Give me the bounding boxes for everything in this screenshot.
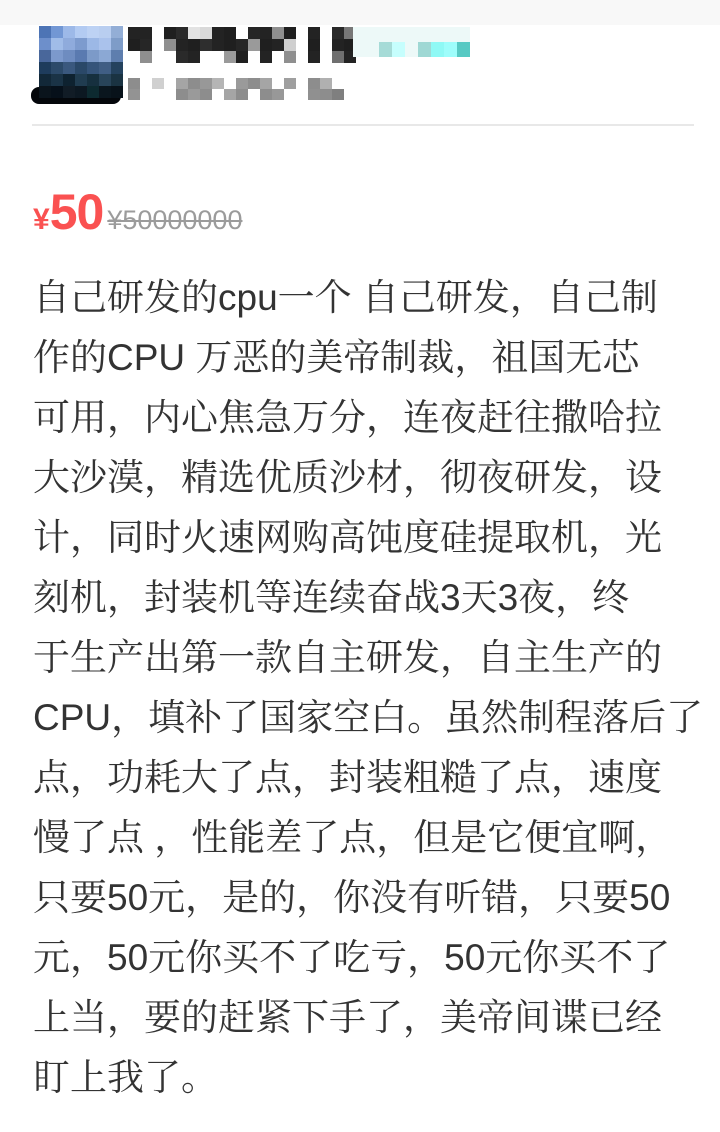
censor-pixel (63, 86, 75, 98)
censor-pixel (63, 74, 75, 86)
description-line: 盯上我了。 (33, 1057, 218, 1098)
censor-pixel (236, 78, 248, 89)
censor-pixel (51, 38, 63, 50)
censor-pixel (128, 39, 140, 51)
censor-pixel (87, 38, 99, 50)
description-line: 慢了点 ，性能差了点，但是它便宜啊， (33, 817, 673, 858)
censor-pixel (236, 39, 248, 51)
seller-username-censored[interactable] (128, 27, 356, 63)
censor-pixel (212, 27, 224, 39)
censor-pixel (111, 74, 123, 86)
currency-symbol: ¥ (33, 203, 50, 236)
censor-pixel (176, 78, 188, 89)
censor-pixel (272, 89, 284, 100)
censor-pixel (308, 51, 320, 63)
censor-pixel (111, 26, 123, 38)
censor-pixel (200, 27, 212, 39)
censor-pixel (99, 26, 111, 38)
censor-pixel (224, 39, 236, 51)
censor-pixel (51, 62, 63, 74)
censor-pixel (87, 50, 99, 62)
censor-pixel (51, 74, 63, 86)
censor-pixel (75, 62, 87, 74)
censor-pixel (99, 62, 111, 74)
censor-pixel (111, 62, 123, 74)
censor-pixel (212, 78, 224, 89)
censor-pixel (260, 89, 272, 100)
censor-pixel (392, 42, 405, 57)
censor-pixel (87, 26, 99, 38)
header-divider (32, 124, 694, 126)
censor-pixel (39, 86, 51, 98)
censor-pixel (63, 50, 75, 62)
censor-pixel (176, 89, 188, 100)
censor-pixel (188, 39, 200, 51)
censor-pixel (75, 38, 87, 50)
censor-pixel (224, 27, 236, 39)
censor-pixel (128, 27, 140, 39)
price-amount: 50 (49, 184, 104, 240)
censor-pixel (140, 27, 152, 39)
censor-pixel (272, 27, 284, 39)
description-line: 可用，内心焦急万分，连夜赶往撒哈拉 (33, 397, 662, 438)
censor-pixel (75, 50, 87, 62)
censor-pixel (176, 39, 188, 51)
censor-pixel (224, 51, 236, 63)
censor-pixel (248, 27, 260, 39)
censor-pixel (39, 62, 51, 74)
censor-pixel (128, 89, 140, 100)
censor-pixel (260, 27, 272, 39)
description-line: 点，功耗大了点，封装粗糙了点，速度 (33, 757, 662, 798)
censor-pixel (188, 51, 200, 63)
censor-pixel (111, 38, 123, 50)
censor-pixel (308, 89, 320, 100)
censor-pixel (272, 39, 284, 51)
censor-pixel (248, 78, 260, 89)
censor-pixel (87, 62, 99, 74)
censor-pixel (164, 39, 176, 51)
censor-pixel (39, 38, 51, 50)
censor-pixel (87, 74, 99, 86)
censor-pixel (200, 78, 212, 89)
description-line: 只要50元，是的，你没有听错，只要50 (33, 877, 671, 918)
censor-pixel (140, 51, 152, 63)
description-line: 上当，要的赶紧下手了，美帝间谍已经 (33, 997, 662, 1038)
censor-pixel (152, 78, 164, 89)
censor-pixel (284, 78, 296, 89)
censor-pixel (99, 50, 111, 62)
censor-pixel (75, 26, 87, 38)
censor-pixel (63, 62, 75, 74)
censor-pixel (260, 78, 272, 89)
censor-pixel (236, 51, 248, 63)
censor-pixel (128, 78, 140, 89)
description-line: 作的CPU 万恶的美帝制裁，祖国无芯 (33, 337, 640, 378)
listing-description (33, 268, 704, 1108)
description-line: CPU，填补了国家空白。虽然制程落后了 (33, 697, 704, 738)
censor-pixel (332, 39, 344, 51)
censor-pixel (99, 74, 111, 86)
censor-pixel (457, 42, 470, 57)
description-line: 自己研发的cpu一个 自己研发，自己制 (33, 277, 658, 318)
censor-pixel (87, 86, 99, 98)
censor-pixel (63, 38, 75, 50)
censor-pixel (320, 78, 332, 89)
credit-badge-censored[interactable] (353, 27, 470, 57)
censor-pixel (431, 42, 444, 57)
censor-pixel (39, 26, 51, 38)
censor-pixel (51, 50, 63, 62)
description-line: 元，50元你买不了吃亏，50元你买不了 (33, 937, 671, 978)
censor-pixel (164, 27, 176, 39)
seller-avatar[interactable] (39, 26, 123, 98)
censor-pixel (260, 39, 272, 51)
censor-pixel (284, 27, 296, 39)
censor-pixel (111, 50, 123, 62)
censor-pixel (332, 27, 344, 39)
censor-pixel (176, 27, 188, 39)
description-line: 于生产出第一款自主研发，自主生产的 (33, 637, 662, 678)
censor-pixel (75, 86, 87, 98)
censor-pixel (284, 39, 296, 51)
description-line: 大沙漠，精选优质沙材，彻夜研发，设 (33, 457, 662, 498)
censor-pixel (248, 39, 260, 51)
censor-pixel (444, 42, 457, 57)
censor-pixel (200, 89, 212, 100)
seller-info-row[interactable] (0, 0, 720, 120)
price-row (33, 183, 242, 241)
censor-pixel (224, 89, 236, 100)
original-price-strikethrough: ¥50000000 (107, 205, 243, 235)
censor-pixel (140, 39, 152, 51)
censor-pixel (111, 86, 123, 98)
censor-pixel (99, 86, 111, 98)
censor-pixel (418, 42, 431, 57)
censor-pixel (236, 89, 248, 100)
publish-info-censored (128, 78, 356, 100)
censor-pixel (200, 39, 212, 51)
censor-pixel (320, 89, 332, 100)
censor-pixel (212, 39, 224, 51)
description-line: 刻机，封装机等连续奋战3天3夜，终 (33, 577, 630, 618)
censor-pixel (51, 26, 63, 38)
censor-pixel (308, 78, 320, 89)
censor-pixel (308, 27, 320, 39)
censor-pixel (188, 89, 200, 100)
censor-pixel (379, 42, 392, 57)
censor-pixel (176, 51, 188, 63)
censor-pixel (188, 78, 200, 89)
censor-pixel (99, 38, 111, 50)
censor-pixel (188, 27, 200, 39)
censor-pixel (39, 50, 51, 62)
censor-pixel (63, 26, 75, 38)
description-line: 计，同时火速网购高饨度硅提取机，光 (33, 517, 662, 558)
censor-pixel (332, 89, 344, 100)
censor-pixel (75, 74, 87, 86)
censor-pixel (260, 51, 272, 63)
censor-pixel (39, 74, 51, 86)
censor-pixel (284, 51, 296, 63)
censor-pixel (332, 51, 344, 63)
censor-pixel (51, 86, 63, 98)
censor-pixel (308, 39, 320, 51)
